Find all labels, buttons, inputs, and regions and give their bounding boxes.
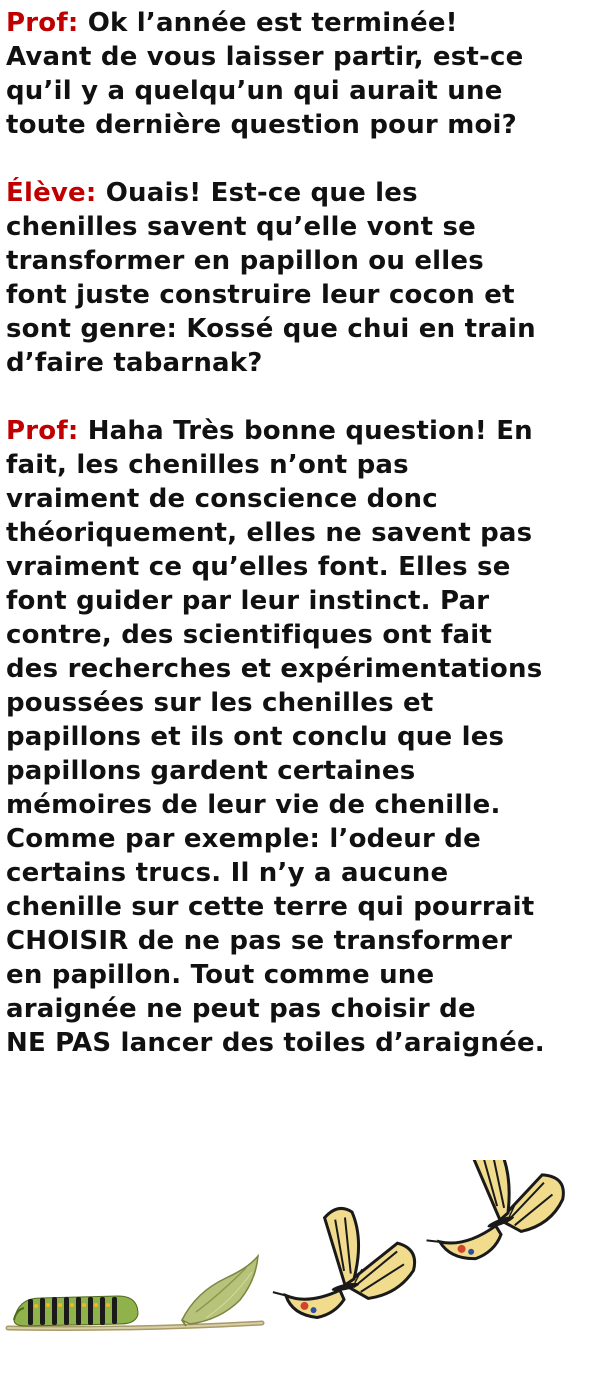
dialogue-line: mémoires de leur vie de chenille.: [6, 790, 501, 820]
dialogue-line: transformer en papillon ou elles: [6, 246, 484, 276]
dialogue-line: qu’il y a quelqu’un qui aurait une: [6, 76, 503, 106]
exchange-prof-answer: [6, 414, 600, 1060]
dialogue-line: en papillon. Tout comme une: [6, 960, 435, 990]
dialogue-line: CHOISIR de ne pas se transformer: [6, 926, 513, 956]
dialogue-line: vraiment de conscience donc: [6, 484, 438, 514]
dialogue-line: [6, 414, 600, 448]
dialogue-line: des recherches et expérimentations: [6, 654, 543, 684]
dialogue-line: fait, les chenilles n’ont pas: [6, 450, 409, 480]
dialogue-line: chenille sur cette terre qui pourrait: [6, 892, 535, 922]
dialogue: [6, 6, 600, 1060]
paragraph-gap: [6, 142, 600, 176]
speaker-label: Prof:: [6, 416, 79, 446]
dialogue-line: araignée ne peut pas choisir de: [6, 994, 476, 1024]
dialogue-line: font juste construire leur cocon et: [6, 280, 515, 310]
dialogue-line: théoriquement, elles ne savent pas: [6, 518, 533, 548]
speaker-label: Prof:: [6, 8, 79, 38]
line-text: Ouais! Est-ce que les: [96, 178, 418, 208]
dialogue-line: d’faire tabarnak?: [6, 348, 263, 378]
butterfly-icon: [259, 1195, 422, 1325]
dialogue-line: papillons gardent certaines: [6, 756, 416, 786]
dialogue-line: chenilles savent qu’elle vont se: [6, 212, 477, 242]
dialogue-line: poussées sur les chenilles et: [6, 688, 434, 718]
dialogue-line: contre, des scientifiques ont fait: [6, 620, 493, 650]
metamorphosis-illustration: [0, 1160, 600, 1360]
dialogue-line: vraiment ce qu’elles font. Elles se: [6, 552, 511, 582]
dialogue-line: papillons et ils ont conclu que les: [6, 722, 505, 752]
dialogue-line: Comme par exemple: l’odeur de: [6, 824, 481, 854]
dialogue-line: Avant de vous laisser partir, est-ce: [6, 42, 524, 72]
dialogue-line: [6, 6, 600, 40]
caterpillar-icon: [14, 1296, 138, 1326]
exchange-student-question: [6, 176, 600, 380]
dialogue-line: certains trucs. Il n’y a aucune: [6, 858, 449, 888]
line-text: Haha Très bonne question! En: [78, 416, 533, 446]
dialogue-line: font guider par leur instinct. Par: [6, 586, 490, 616]
paragraph-gap: [6, 380, 600, 414]
dialogue-line: sont genre: Kossé que chui en train: [6, 314, 536, 344]
chrysalis-icon: [182, 1256, 258, 1326]
butterfly-icon: [402, 1160, 575, 1272]
dialogue-line: [6, 176, 600, 210]
dialogue-line: toute dernière question pour moi?: [6, 110, 517, 140]
speaker-label: Élève:: [6, 178, 97, 208]
dialogue-line: NE PAS lancer des toiles d’araignée.: [6, 1028, 545, 1058]
line-text: Ok l’année est terminée!: [78, 8, 458, 38]
exchange-prof-question: [6, 6, 600, 142]
